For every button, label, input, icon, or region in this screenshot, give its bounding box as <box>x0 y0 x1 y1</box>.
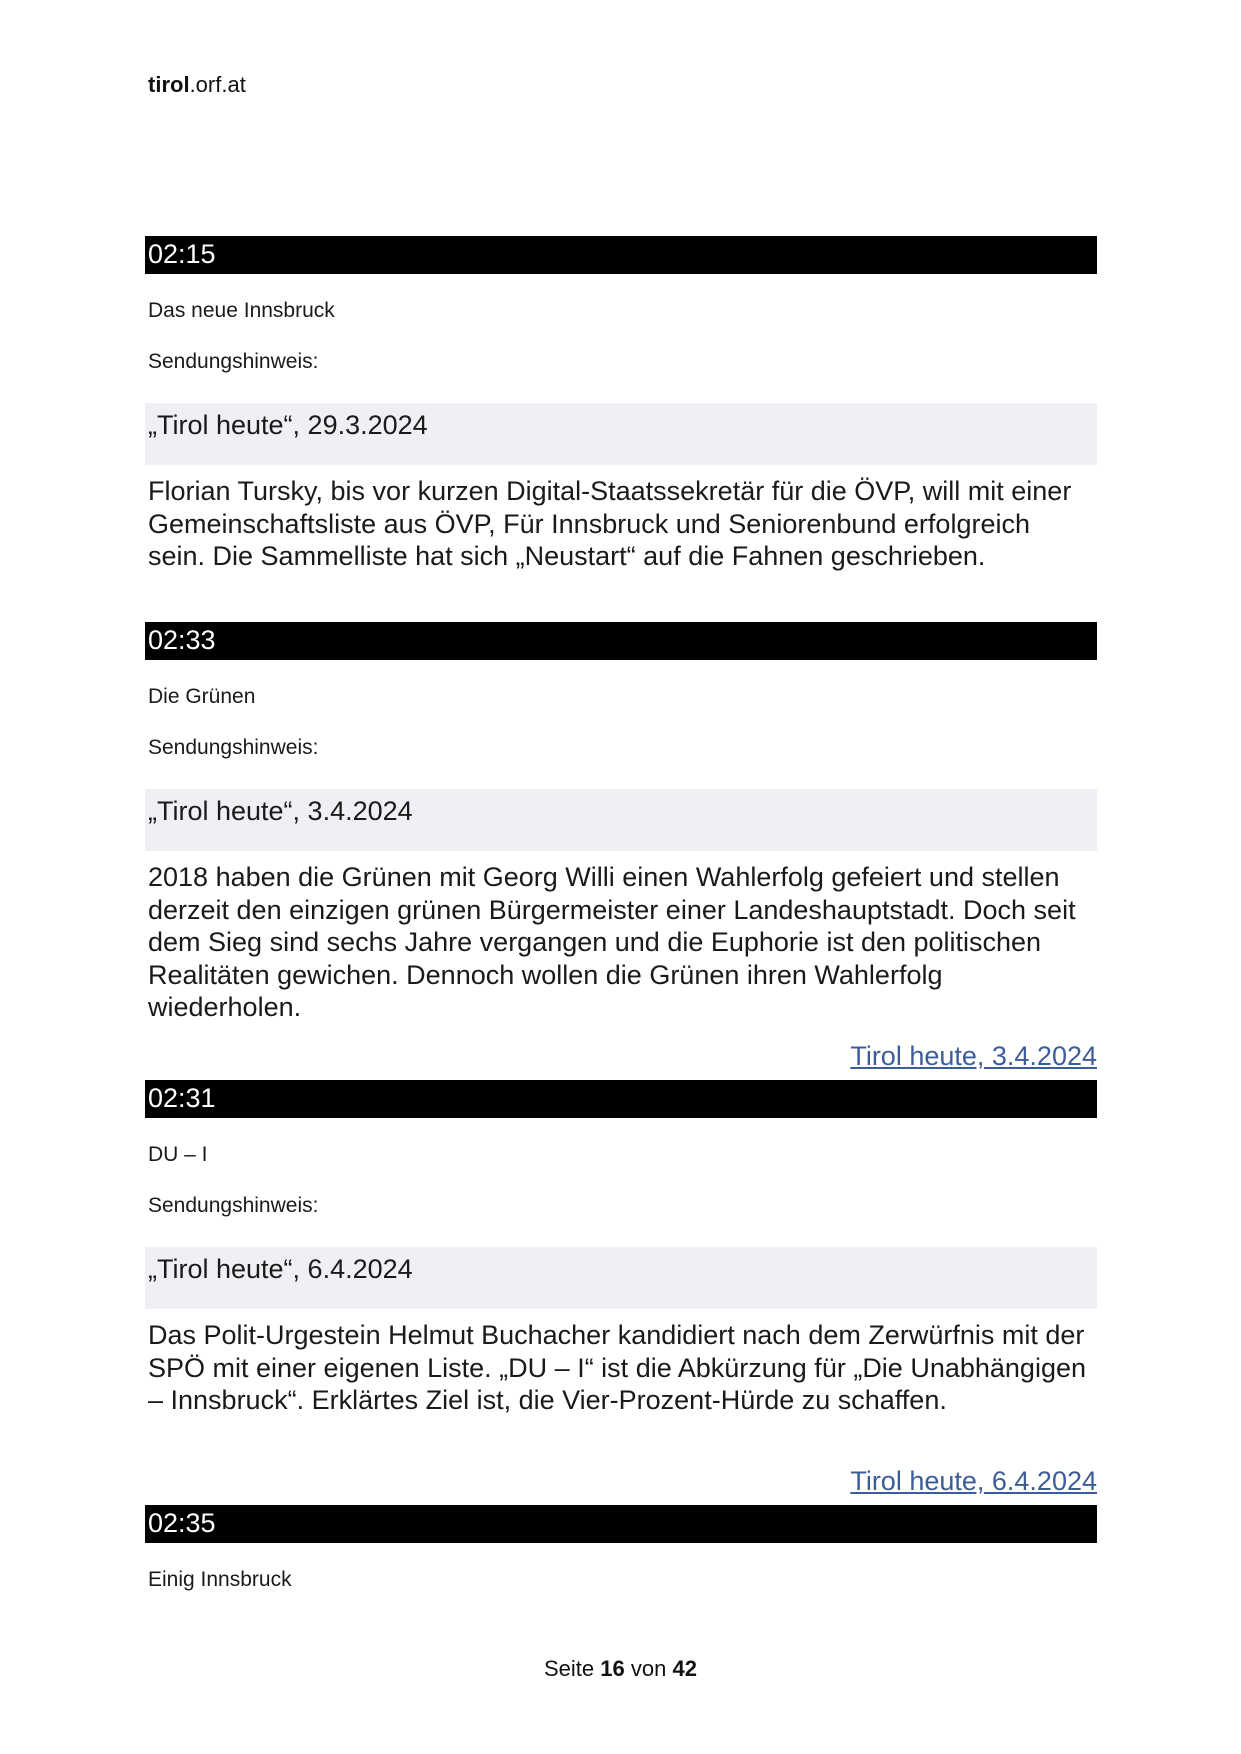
video-duration-bar: 02:33 <box>145 622 1097 660</box>
video-section <box>145 1080 1097 1417</box>
video-section <box>145 1505 1097 1595</box>
source-link-row <box>145 1040 1100 1072</box>
source-link[interactable]: Tirol heute, 6.4.2024 <box>850 1466 1097 1496</box>
video-section <box>145 236 1097 573</box>
video-title: DU – I <box>148 1143 208 1166</box>
video-title: Die Grünen <box>148 685 256 708</box>
video-duration-bar: 02:35 <box>145 1505 1097 1543</box>
video-title: Einig Innsbruck <box>148 1568 292 1591</box>
broadcast-info-box: „Tirol heute“, 29.3.2024 <box>145 403 1097 465</box>
total-pages: 42 <box>672 1656 697 1681</box>
broadcast-note-label: Sendungshinweis: <box>148 1194 319 1217</box>
source-link[interactable]: Tirol heute, 3.4.2024 <box>850 1041 1097 1071</box>
site-header <box>148 72 246 98</box>
video-description: Florian Tursky, bis vor kurzen Digital-Staatssekretär für die ÖVP, will mit einer Gemeinschaftsliste aus ÖVP, Für Innsbruck und Seniorenbund erfolgreich sein. Die Sammelliste hat sich „Neustart“ auf die Fahnen geschrieben. <box>148 476 1072 571</box>
video-description: Das Polit-Urgestein Helmut Buchacher kandidiert nach dem Zerwürfnis mit der SPÖ mit einer eigenen Liste. „DU – I“ ist die Abkürzung für „Die Unabhängigen – Innsbruck“. Erklärtes Ziel ist, die Vier-Prozent-Hürde zu schaffen. <box>148 1320 1086 1415</box>
video-duration-bar: 02:31 <box>145 1080 1097 1118</box>
page-prefix: Seite <box>544 1656 595 1681</box>
page-number <box>0 1656 1241 1682</box>
video-title: Das neue Innsbruck <box>148 299 335 322</box>
video-duration-bar: 02:15 <box>145 236 1097 274</box>
broadcast-info-box: „Tirol heute“, 3.4.2024 <box>145 789 1097 851</box>
site-name-bold: tirol <box>148 72 190 97</box>
broadcast-info-box: „Tirol heute“, 6.4.2024 <box>145 1247 1097 1309</box>
current-page: 16 <box>600 1656 625 1681</box>
site-name-domain: .orf.at <box>189 72 246 97</box>
video-section <box>145 622 1097 1024</box>
page-separator: von <box>630 1656 667 1681</box>
source-link-row <box>145 1465 1100 1497</box>
broadcast-note-label: Sendungshinweis: <box>148 350 319 373</box>
broadcast-note-label: Sendungshinweis: <box>148 736 319 759</box>
video-description: 2018 haben die Grünen mit Georg Willi einen Wahlerfolg gefeiert und stellen derzeit den einzigen grünen Bürgermeister einer Landeshauptstadt. Doch seit dem Sieg sind sechs Jahre vergangen und die Euphorie ist den politischen Realitäten gewichen. Dennoch wollen die Grünen ihren Wahlerfolg wiederholen. <box>148 862 1076 1022</box>
